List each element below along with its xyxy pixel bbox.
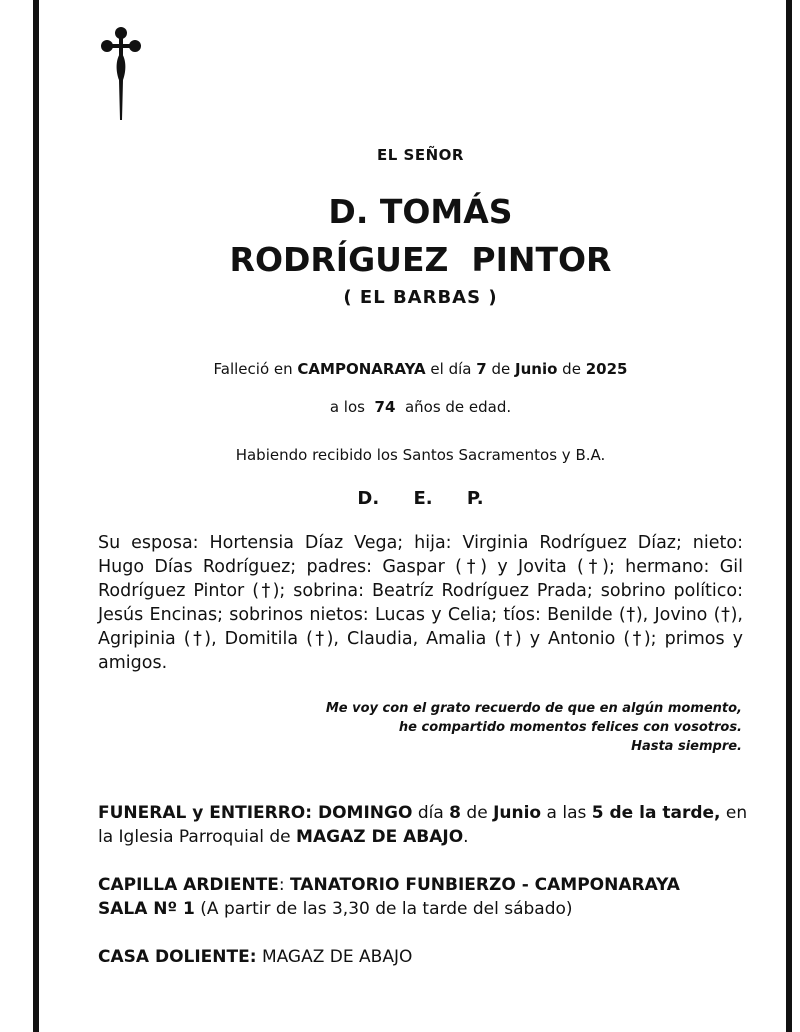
death-info: Falleció en CAMPONARAYA el día 7 de Junio de 2025 [213,360,628,378]
church-place: MAGAZ DE ABAJO [296,827,464,847]
casa-value: MAGAZ DE ABAJO [261,947,413,967]
casa-info [98,945,748,969]
funeral-label: FUNERAL y ENTIERRO: DOMINGO [98,803,413,823]
family-text: Su esposa: Hortensia Díaz Vega; hija: Virginia Rodríguez Díaz; nieto: Hugo Días Rodríguez; padres: Gaspar (†) y Jovita (†); hermano: Gil Rodríguez Pintor (†); sobrina: Beatríz Rodríguez Prada; sobrino político: Jesús Encinas; sobrinos nietos: Lucas y Celia; tíos: Benilde (†), Jovino (†), Agripinia (†), Domitila (†), Claudia, Amalia (†) y Antonio (†); primos y amigos. [98,533,743,673]
funeral-info: FUNERAL y ENTIERRO: DOMINGO día 8 de Junio a las 5 de la tarde, en la Iglesia Parroquial de MAGAZ DE ABAJO. [98,803,748,847]
quote-line-2: he compartido momentos felices con vosotros. [398,720,742,735]
death-place: CAMPONARAYA [297,360,426,378]
age-value: 74 [374,398,396,416]
cross-icon [96,24,146,122]
capilla-info: CAPILLA ARDIENTE: TANATORIO FUNBIERZO - CAMPONARAYA SALA Nº 1 (A partir de las 3,30 de la tarde del sábado) [98,875,680,919]
farewell-quote [250,699,742,756]
sacraments-text: Habiendo recibido los Santos Sacramentos y B.A. [235,446,606,464]
quote-line-1: Me voy con el grato recuerdo de que en algún momento, [325,701,742,716]
deceased-name-line1: D. TOMÁS [328,192,513,231]
deceased-name-line2: RODRÍGUEZ PINTOR [229,240,612,279]
frame-left-border [33,0,39,1032]
death-year: 2025 [585,360,628,378]
death-day: 7 [476,360,487,378]
capilla-place: TANATORIO FUNBIERZO - CAMPONARAYA [290,875,680,895]
deceased-nickname: ( EL BARBAS ) [343,287,498,308]
age-info: a los 74 años de edad. [329,398,512,416]
casa-label: CASA DOLIENTE: [98,947,257,967]
death-month: Junio [515,360,558,378]
capilla-note: (A partir de las 3,30 de la tarde del sábado) [200,899,573,919]
honorific: EL SEÑOR [377,146,464,164]
capilla-label: CAPILLA ARDIENTE [98,875,279,895]
dep-initials: D. E. P. [357,488,484,509]
frame-right-border [786,0,792,1032]
quote-line-3: Hasta siempre. [631,739,742,754]
sala-label: SALA Nº 1 [98,899,195,919]
